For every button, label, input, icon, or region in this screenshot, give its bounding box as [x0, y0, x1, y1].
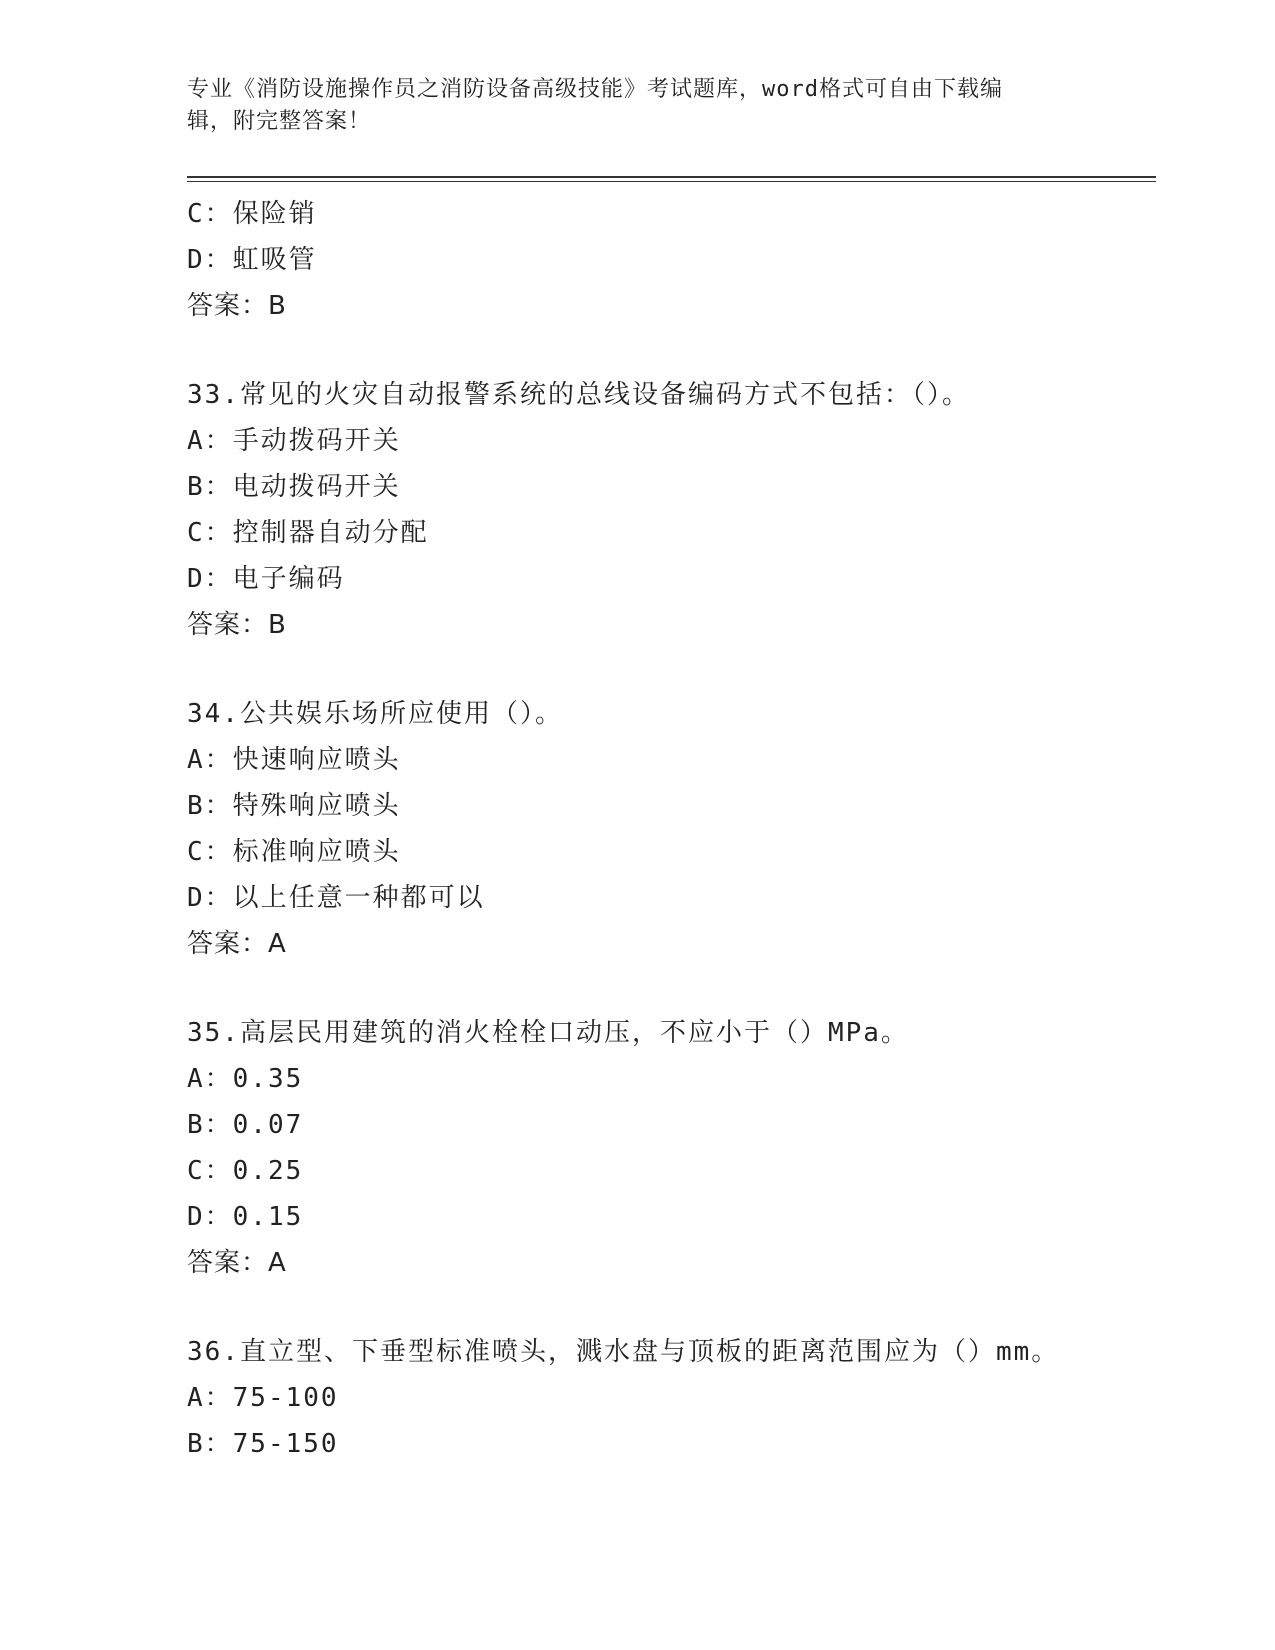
spacer	[187, 329, 1147, 372]
option-d: D：以上任意一种都可以	[187, 883, 485, 913]
answer-line: 答案：A	[187, 929, 287, 959]
option-c: C：保险销	[187, 199, 317, 229]
option-a: A：快速响应喷头	[187, 745, 401, 775]
answer-line: 答案：B	[187, 610, 287, 640]
question-block-35	[187, 1010, 1147, 1286]
question-block-32	[187, 191, 1147, 329]
question-list	[187, 191, 1147, 1467]
option-b: B：75-150	[187, 1429, 339, 1459]
option-c: C：控制器自动分配	[187, 518, 429, 548]
question-block-36	[187, 1329, 1147, 1467]
spacer	[187, 648, 1147, 691]
option-a: A：手动拨码开关	[187, 426, 401, 456]
question-stem: 36.直立型、下垂型标准喷头，溅水盘与顶板的距离范围应为（）mm。	[187, 1337, 1060, 1367]
header-divider-thick	[187, 176, 1156, 178]
answer-line: 答案：A	[187, 1248, 287, 1278]
option-b: B：0.07	[187, 1110, 304, 1140]
spacer	[187, 1286, 1147, 1329]
header-line-2: 辑，附完整答案！	[187, 109, 372, 134]
header-divider-thin	[187, 181, 1156, 182]
option-b: B：电动拨码开关	[187, 472, 401, 502]
question-stem: 33.常见的火灾自动报警系统的总线设备编码方式不包括：（）。	[187, 380, 970, 410]
option-b: B：特殊响应喷头	[187, 791, 401, 821]
option-c: C：0.25	[187, 1156, 304, 1186]
option-d: D：虹吸管	[187, 245, 317, 275]
question-stem: 34.公共娱乐场所应使用（）。	[187, 699, 563, 729]
question-stem: 35.高层民用建筑的消火栓栓口动压，不应小于（）MPa。	[187, 1018, 909, 1048]
header-line-1: 专业《消防设施操作员之消防设备高级技能》考试题库，word格式可自由下载编	[187, 77, 1003, 102]
question-block-34	[187, 691, 1147, 967]
page-header	[187, 74, 1087, 138]
answer-line: 答案：B	[187, 291, 287, 321]
option-a: A：0.35	[187, 1064, 304, 1094]
option-a: A：75-100	[187, 1383, 339, 1413]
spacer	[187, 967, 1147, 1010]
option-c: C：标准响应喷头	[187, 837, 401, 867]
question-block-33	[187, 372, 1147, 648]
option-d: D：电子编码	[187, 564, 345, 594]
option-d: D：0.15	[187, 1202, 304, 1232]
